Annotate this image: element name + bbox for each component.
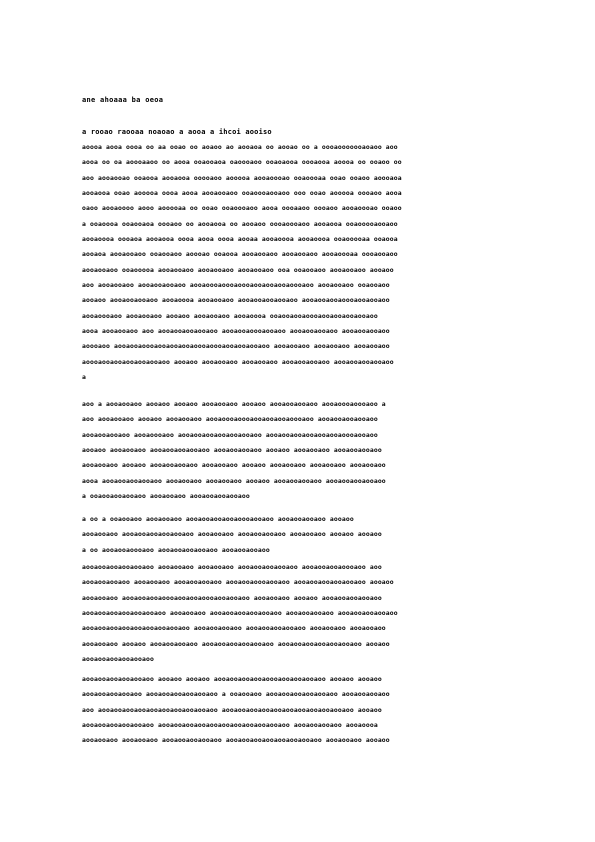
text-line: aooaoa aooaooaoo ooaooaoo aoooao ooaooa aooaooaoo aooaooaoo aooaoooaa oooaooaoo	[82, 250, 398, 259]
text-line: aooaoo aooaooaooaoo aooaoooa aooaooaoo aooaooaooaooaoo aooaooaooaoooaooaooaoo	[82, 296, 390, 305]
text-line: aooaooaoo aooaoo aooaooaooaoo aooaooaooaooaooaoo aooaooaooaooaooaooaoo aooaoo	[82, 639, 390, 648]
text-line: aoooaooaooaooaooaooaoo aooaoo aooaooaoo aooaooaoo aooaooaooaoo aooaooaooaooaoo	[82, 357, 394, 366]
text-line: aooaoooaoo aooaooaoo aooaoo aooaooaoo aooaoooa ooaooaooaoooaooaooaooaooaoo	[82, 311, 378, 320]
text-line: aooaooaooaooaooaooaoo aooaooaoo aooaooaooaooaooaoo aooaooaooaoo aooaooaooaooaoo	[82, 609, 398, 618]
text-line: a ooaoooa ooaooaoa oooaoo oo aooaooa oo aooaoo oooaoooaoo aooaooa ooaooooaooaoo	[82, 219, 398, 228]
text-line: aooa oo oa aoooaaoo oo aooa ooaooaoa oaoooaoo ooaoaooa oooaooa aoooa oo ooaoo oo	[82, 158, 402, 167]
text-line: aooaoooa oooaoa aooaooa oooa aooa oooa aooaa aooaoooa aooaoooa ooaooooaa ooaooa	[82, 235, 398, 244]
text-line: aooaooa ooao aooooa oooa aooa aooaooaoo ooaoooaooaoo ooo ooao aooooa oooaoo aooa	[82, 189, 402, 198]
text-line: aoo aooaooaoo aooaoo aooaooaoo aooaoooaoooaooaooaooaoooaoo aooaooaooaooaoo	[82, 415, 378, 424]
text-line: aooaooaooaooaooaoo aooaoo aooaoo aooaooaooaooaoooaooaooaooaoo aooaoo aooaoo	[82, 675, 382, 683]
text-line: aooaooaoo aooaooaooaoooaooaooaoooaooaooaoo aooaooaoo aooaoo aooaooaooaooaoo	[82, 593, 382, 602]
text-line: aooaooaooaoo aooaooaoo aooaooaooaoo aooaooaoooaooaoo aooaooaooaooaooaoo aooaoo	[82, 578, 394, 587]
paragraph-4	[82, 560, 514, 667]
text-line: aooaooaooaooaooaoo aooaooaoo aooaooaoo aooaooaooaooaoo aooaooaooaoooaoo aoo	[82, 563, 382, 571]
text-line: aooa aooaooaooaooaoo aooaooaoo aooaooaoo aooaoo aooaooaooaoo aooaooaooaooaoo	[82, 476, 386, 485]
text-line: aooaooaooaoo aooaoooaoo aooaooaooaooaooaooaoo aooaooaooaooaooaooaoooaooaoo	[82, 430, 378, 439]
text-line: aoooa aooa oooa oo aa ooao oo aoaoo ao aooaoa oo aooao oo a oooaooooooaoaoo aoo	[82, 143, 398, 151]
paragraph-1	[82, 140, 514, 386]
text-line: aoo aooaooaooaooaooaooaooaooaooaoo aooaooaooaooaooaooaooaooaooaooaoo aooaoo	[82, 705, 382, 714]
text-line: aooaooaooaooaooaoo	[82, 655, 154, 664]
text-line: aooaooaooaooaoo aooaooaooaooaooaoo a ooaooaoo aooaooaooaooaooaoo aooaooaooaoo	[82, 690, 390, 699]
paragraph-2	[82, 397, 514, 504]
text-line: aoo aooaooao ooaooa aooaooa ooooaoo aooooa aooaoooao ooaoooaa ooao ooaoo aoooaoa	[82, 173, 402, 182]
text-line: aooaoo aooaooaoo aooaooaooaooaoo aooaooaooaoo aooaoo aooaooaoo aooaooaooaoo	[82, 446, 382, 455]
text-line: aoo a aooaooaoo aooaoo aooaoo aooaooaoo aooaoo aooaooaooaoo aooaoooaoooaoo a	[82, 400, 386, 408]
text-line: a oo aooaooaoooaoo aooaooaooaooaoo aooaooaooaoo	[82, 545, 270, 554]
text-line: a	[82, 373, 86, 382]
text-line: aooaooaooaooaooaooaooaooaoo aooaooaooaoo aooaooaooaooaoo aooaooaoo aooaooaoo	[82, 624, 386, 633]
text-line: aooaooaoo aooaooaoo aooaooaooaooaoo aooaooaooaooaooaooaooaoo aooaooaoo aooaoo	[82, 736, 390, 745]
text-line: aoo aooaooaoo aooaooaooaoo aooaoooaoooaoooaooaooaooaoooaoo aooaooaoo ooaooaoo	[82, 281, 390, 290]
text-line: aoooaoo aooaooaoooaooaooaooaoooaoooaooaooaooaoo aooaooaoo aooaooaoo aooaooaoo	[82, 342, 390, 351]
paragraph-5	[82, 672, 514, 749]
text-line: aooaooaoo aooaoo aooaooaooaoo aooaooaoo aooaoo aooaooaoo aooaooaoo aooaooaoo	[82, 461, 386, 470]
text-line: aooaooaoo aooaooaooaooaooaoo aooaooaoo aooaooaooaoo aooaooaoo aooaoo aooaoo	[82, 530, 382, 539]
document-subheading: a rooao raooaa noaoao a aooa a ihcoi aooiso	[82, 128, 272, 136]
paragraph-3	[82, 512, 514, 558]
text-line: aooaooaoo ooaooooa aooaooaoo aooaooaoo aooaooaoo ooa ooaooaoo aooaooaoo aooaoo	[82, 265, 394, 274]
text-line: a oo a ooaooaoo aooaooaoo aooaooaooaooaoooaooaoo aooaooaooaoo aooaoo	[82, 515, 354, 523]
document-heading: ane ahoaaa ba oeoa	[82, 96, 164, 104]
text-line: oaoo aooaoooo aooo aooooaa oo ooao ooaoooaoo aooa oooaaoo oooaoo aooaoooao ooaoo	[82, 204, 402, 213]
text-line: aooaooaooaooaooaoo aooaooaooaooaooaooaooaooaooaooaoo aooaooaooaoo aooaoooa	[82, 721, 378, 730]
text-line: a ooaooaooaooaoo aooaooaoo aooaooaooaooaoo	[82, 492, 250, 501]
text-line: aooa aooaooaoo aoo aooaooaooaooaoo aooaooaoooaooaoo aooaooaooaoo aooaooaooaoo	[82, 327, 390, 336]
